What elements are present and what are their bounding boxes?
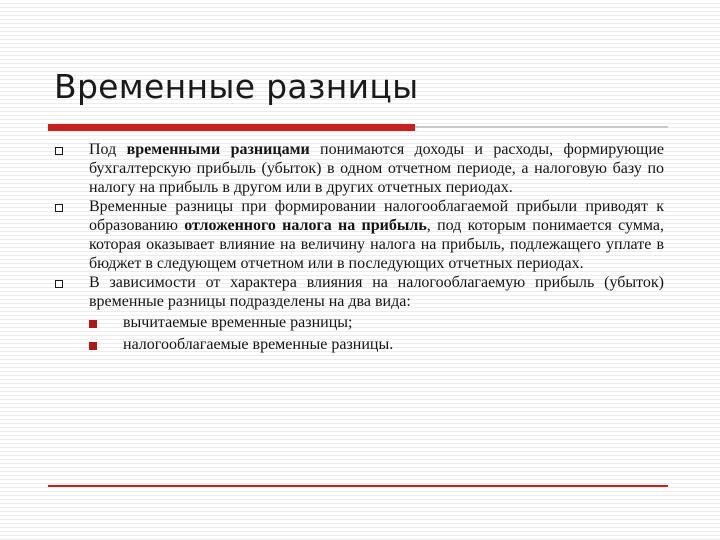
bullet-text: , под которым понимается сумма, которая оказывает влияние на величину налога на прибыль, подлежащего уплате в бюджет в следующем отчетном или в последующих отчетных периодах. (89, 217, 664, 272)
filled-square-icon (89, 342, 97, 350)
footer-rule (48, 485, 668, 487)
sub-item-deductible (89, 313, 664, 332)
slide-content (54, 140, 664, 357)
title-underline-accent (48, 124, 415, 131)
bullet-text: В зависимости от характера влияния на налогооблагаемую прибыль (убыток) временные разницы подразделены на два вида: (89, 274, 664, 310)
bullet-item-deferred-tax (54, 197, 664, 273)
sub-item-text: вычитаемые временные разницы; (123, 314, 353, 331)
hollow-square-icon (55, 280, 63, 288)
bullet-item-definition (54, 140, 664, 197)
sub-item-text: налогооблагаемые временные разницы. (123, 336, 394, 353)
bullet-text: Временные разницы при формировании налогооблагаемой прибыли приводят к образованию (89, 198, 664, 234)
sub-list (89, 313, 664, 354)
filled-square-icon (89, 320, 97, 328)
bullet-term: временными разницами (126, 141, 310, 158)
bullet-item-classification (54, 273, 664, 354)
bullet-text: Под (89, 141, 127, 158)
hollow-square-icon (55, 147, 63, 155)
bullet-term: отложенного налога на прибыль (184, 217, 427, 234)
bullet-text: понимаются доходы и расходы, формирующие бухгалтерскую прибыль (убыток) в одном отчетном периоде, а налоговую базу по налогу на прибыль в другом или в других отчетных периодах. (89, 141, 664, 196)
hollow-square-icon (55, 204, 63, 212)
slide-title: Временные разницы (54, 67, 419, 106)
sub-item-taxable (89, 335, 664, 354)
